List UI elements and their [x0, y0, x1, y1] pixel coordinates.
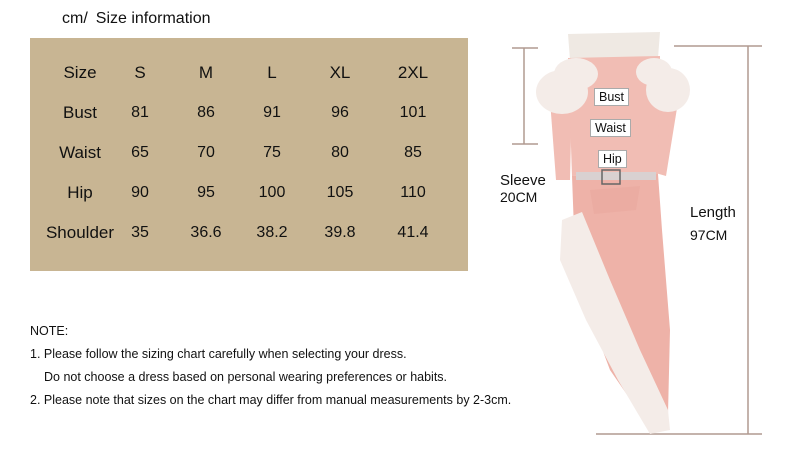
waist-tag: Waist: [590, 119, 631, 137]
table-cell: 105: [326, 184, 354, 201]
note-line-1-continued: Do not choose a dress based on personal wearing preferences or habits.: [44, 370, 448, 384]
table-cell: 75: [263, 144, 281, 161]
sleeve-measurement: [500, 172, 546, 206]
table-cell: 41.4: [397, 224, 429, 241]
table-cell: 96: [331, 104, 349, 121]
note-line-2: 2. Please note that sizes on the chart may differ from manual measurements by 2-3cm.: [30, 393, 512, 407]
table-cell: 90: [131, 184, 149, 201]
unit-label: cm/: [62, 10, 88, 27]
table-cell: 101: [399, 104, 427, 121]
column-header-s: S: [134, 63, 146, 82]
column-header-m: M: [198, 63, 214, 82]
column-header-2xl: 2XL: [397, 63, 429, 82]
size-chart-table: [30, 38, 468, 271]
table-cell: 38.2: [256, 224, 288, 241]
table-row-waist: [30, 133, 468, 173]
hip-tag: Hip: [598, 150, 627, 168]
size-info-header: [62, 10, 211, 28]
column-header-l: L: [267, 63, 277, 82]
table-row-shoulder: [30, 213, 468, 253]
table-cell: 91: [263, 104, 281, 121]
table-cell: 65: [131, 144, 149, 161]
table-cell: 35: [131, 224, 149, 241]
table-cell: 85: [404, 144, 422, 161]
table-cell: 81: [131, 104, 149, 121]
table-header-row: [30, 53, 468, 93]
row-label: Hip: [67, 183, 93, 202]
table-cell: 95: [197, 184, 215, 201]
notes-heading: NOTE:: [30, 324, 69, 338]
table-row-bust: [30, 93, 468, 133]
table-cell: 36.6: [190, 224, 222, 241]
dress-measurement-diagram: [490, 30, 790, 464]
notes-section: [30, 320, 511, 412]
note-line-1: 1. Please follow the sizing chart carefully when selecting your dress.: [30, 347, 407, 361]
row-label: Waist: [59, 143, 101, 162]
table-cell: 110: [400, 184, 426, 201]
table-cell: 70: [197, 144, 215, 161]
length-value: 97CM: [690, 227, 728, 243]
bust-tag: Bust: [594, 88, 629, 106]
dress-illustration: [490, 30, 790, 464]
length-measurement: [690, 204, 736, 244]
row-label: Bust: [62, 103, 98, 122]
table-cell: 100: [258, 184, 286, 201]
column-header-xl: XL: [329, 63, 351, 82]
row-label: Shoulder: [45, 223, 115, 242]
table-cell: 86: [197, 104, 215, 121]
sleeve-value: 20CM: [500, 189, 538, 205]
size-info-title: Size information: [95, 10, 211, 27]
sleeve-label: Sleeve: [500, 172, 546, 189]
length-label: Length: [690, 204, 736, 221]
column-header-size: Size: [63, 63, 97, 82]
table-cell: 80: [331, 144, 349, 161]
table-cell: 39.8: [324, 224, 356, 241]
table-row-hip: [30, 173, 468, 213]
